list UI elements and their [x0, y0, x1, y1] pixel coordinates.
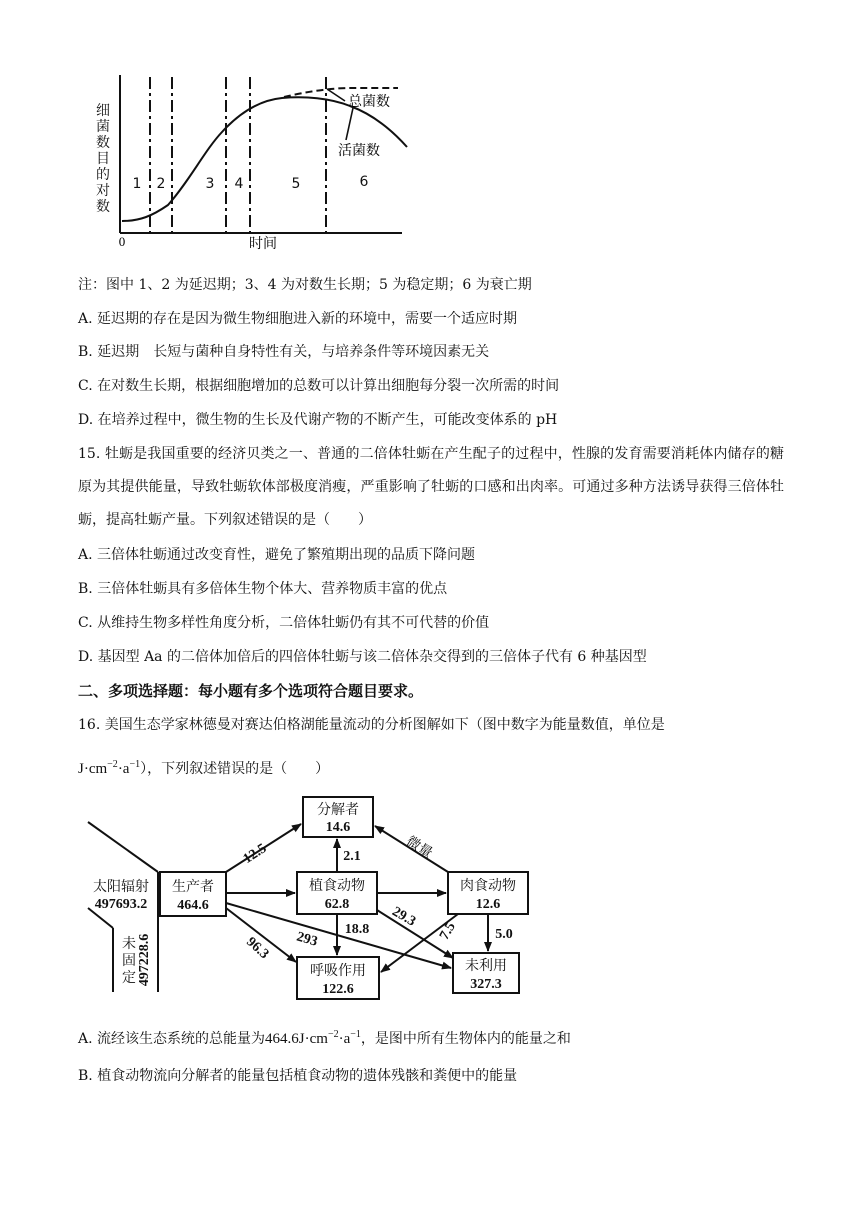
x-axis-label: 时间	[249, 236, 277, 252]
sun-value: 497693.2	[94, 897, 148, 912]
unused-value: 327.3	[470, 977, 502, 992]
producer-label: 生产者	[172, 879, 214, 895]
y-axis-label	[96, 103, 110, 215]
decomposer-label: 分解者	[317, 802, 359, 818]
svg-text:数: 数	[96, 135, 110, 151]
q14-option-c[interactable]: C. 在对数生长期，根据细胞增加的总数可以计算出细胞每分裂一次所需的时间	[78, 378, 560, 394]
flow-label: 2.1	[343, 849, 361, 864]
sun-ray	[88, 822, 158, 872]
growth-curve-figure	[88, 70, 418, 260]
svg-text:目: 目	[96, 151, 110, 167]
origin-label: 0	[118, 234, 126, 249]
unused-label: 未利用	[465, 958, 507, 974]
svg-text:菌: 菌	[96, 119, 110, 135]
phase-label: 1	[132, 176, 142, 192]
q15-option-c[interactable]: C. 从维持生物多样性角度分析，二倍体牡蛎仍有其不可代替的价值	[78, 615, 490, 631]
unfixed-char: 定	[122, 970, 136, 986]
chart-note: 注：图中 1、2 为延迟期；3、4 为对数生长期；5 为稳定期；6 为衰亡期	[78, 277, 532, 293]
flow-label: 5.0	[495, 927, 513, 942]
live-leader	[346, 108, 353, 140]
phase-label: 5	[291, 176, 301, 192]
respiration-value: 122.6	[322, 982, 354, 997]
q14-option-b[interactable]: B. 延迟期 长短与菌种自身特性有关，与培养条件等环境因素无关	[78, 344, 490, 360]
q16-option-a[interactable]: A. 流经该生态系统的总能量为$464.6J\cdot cm^{-2}\cdot a^{-1}$，是图中所有生物体内的能量之和	[78, 1029, 571, 1047]
energy-value: $464.6J\cdot cm^{-2}\cdot a^{-1}$	[265, 1029, 361, 1047]
q14-option-d[interactable]: D. 在培养过程中，微生物的生长及代谢产物的不断产生，可能改变体系的 pH	[78, 412, 558, 428]
decomposer-value: 14.6	[325, 820, 351, 835]
herbivore-value: 62.8	[324, 897, 350, 912]
phase-label: 3	[205, 176, 215, 192]
q16-stem-line2: $J\cdot cm^{-2}\cdot a^{-1}$），下列叙述错误的是（ ）	[78, 759, 330, 777]
q14-option-a[interactable]: A. 延迟期的存在是因为微生物细胞进入新的环境中，需要一个适应时期	[78, 311, 518, 327]
svg-text:对: 对	[96, 183, 110, 199]
flow-label: 18.8	[344, 922, 370, 937]
svg-text:的: 的	[96, 167, 110, 183]
section-heading: 二、多项选择题：每小题有多个选项符合题目要求。	[78, 682, 424, 700]
phase-label: 6	[359, 174, 369, 190]
total-count-label: 总菌数	[348, 94, 390, 110]
sun-label: 太阳辐射	[93, 879, 149, 895]
flow-label: 微量	[403, 833, 436, 862]
q15-option-d[interactable]: D. 基因型 Aa 的二倍体加倍后的四倍体牡蛎与该二倍体杂交得到的三倍体子代有 6 种基因型	[78, 649, 647, 665]
energy-flow-diagram	[84, 790, 554, 1005]
q15-stem: 15. 牡蛎是我国重要的经济贝类之一、普通的二倍体牡蛎在产生配子的过程中，性腺的发育需要消耗体内储存的糖原为其提供能量，导致牡蛎软体部极度消瘦，严重影响了牡蛎的口感和出肉率。可通过多种方法诱导获得三倍体牡蛎，提高牡蛎产量。下列叙述错误的是（ ）	[78, 446, 784, 528]
q16-stem-line1: 16. 美国生态学家林德曼对赛达伯格湖能量流动的分析图解如下（图中数字为能量数值，单位是	[78, 717, 665, 733]
q15-option-b[interactable]: B. 三倍体牡蛎具有多倍体生物个体大、营养物质丰富的优点	[78, 581, 448, 597]
q15-option-a[interactable]: A. 三倍体牡蛎通过改变育性，避免了繁殖期出现的品质下降问题	[78, 547, 476, 563]
flow-label: 7.5	[437, 919, 459, 943]
respiration-label: 呼吸作用	[310, 963, 366, 979]
unfixed-value: 497228.6	[137, 933, 152, 987]
producer-value: 464.6	[177, 898, 209, 913]
carnivore-value: 12.6	[475, 897, 501, 912]
energy-unit: $J\cdot cm^{-2}\cdot a^{-1}$	[78, 759, 141, 777]
live-count-curve	[122, 97, 407, 221]
phase-label: 4	[234, 176, 244, 192]
flow-label: 293	[294, 929, 320, 950]
q16-option-b[interactable]: B. 植食动物流向分解者的能量包括植食动物的遗体残骸和粪便中的能量	[78, 1068, 518, 1084]
svg-text:细: 细	[96, 103, 110, 119]
live-count-label: 活菌数	[338, 143, 380, 159]
svg-text:数: 数	[96, 199, 110, 215]
carnivore-label: 肉食动物	[460, 878, 516, 894]
flow-label: 29.3	[389, 904, 419, 930]
unfixed-char: 固	[122, 953, 136, 969]
flow-label: 12.5	[240, 841, 270, 868]
phase-label: 2	[156, 176, 166, 192]
herbivore-label: 植食动物	[309, 878, 365, 894]
flow-label: 96.3	[243, 934, 272, 963]
unfixed-char: 未	[122, 936, 136, 952]
